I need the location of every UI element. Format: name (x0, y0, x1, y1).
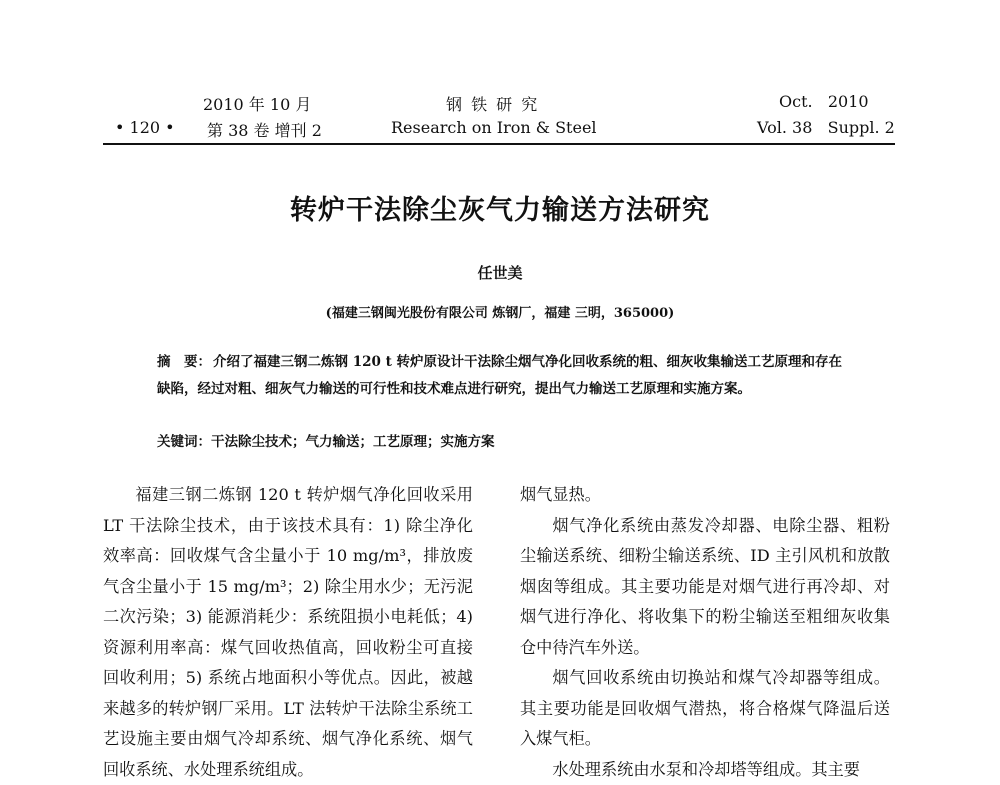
body-paragraph: 水处理系统由水泵和冷却塔等组成。其主要 (520, 755, 890, 785)
paper-title: 转炉干法除尘灰气力输送方法研究 (0, 188, 1000, 227)
header-journal-en: Research on Iron & Steel (391, 118, 597, 137)
abstract-label: 摘 要： (157, 354, 211, 370)
header-journal-cn: 钢 铁 研 究 (446, 92, 539, 115)
abstract-text: 介绍了福建三钢二炼钢 120 t 转炉原设计干法除尘烟气净化回收系统的粗、细灰收集输送工艺原理和存在缺陷，经过对粗、细灰气力输送的可行性和技术难点进行研究，提出气力输送工艺原理和实施方案。 (157, 354, 842, 397)
author-affiliation: (福建三钢闽光股份有限公司 炼钢厂，福建 三明，365000) (0, 302, 1000, 321)
body-paragraph: 烟气回收系统由切换站和煤气冷却器等组成。其主要功能是回收烟气潜热，将合格煤气降温后送入煤气柜。 (520, 663, 890, 755)
keywords (157, 430, 495, 450)
keywords-label: 关键词： (157, 434, 211, 450)
body-paragraph: 福建三钢二炼钢 120 t 转炉烟气净化回收采用 LT 干法除尘技术，由于该技术具有：1) 除尘净化效率高：回收煤气含尘量小于 10 mg/m³，排放废气含尘量小于 15 mg/m³；2) 除尘用水少；无污泥二次污染；3) 能源消耗少：系统阻损小电耗低；4) 资源利用率高：煤气回收热值高，回收粉尘可直接回收利用；5) 系统占地面积小等优点。因此，被越来越多的转炉钢厂采用。LT 法转炉干法除尘系统工艺设施主要由烟气冷却系统、烟气净化系统、烟气回收系统、水处理系统组成。 (103, 480, 473, 785)
header-volume-cn: 第 38 卷 增刊 2 (207, 118, 322, 141)
author-name: 任世美 (0, 262, 1000, 283)
body-column-left (103, 480, 473, 785)
body-paragraph: 烟气净化系统由蒸发冷却器、电除尘器、粗粉尘输送系统、细粉尘输送系统、ID 主引风机和放散烟囱等组成。其主要功能是对烟气进行再冷却、对烟气进行净化、将收集下的粉尘输送至粗细灰收集仓中待汽车外送。 (520, 511, 890, 664)
header-date-cn: 2010 年 10 月 (203, 92, 311, 115)
keywords-text: 干法除尘技术；气力输送；工艺原理；实施方案 (211, 434, 495, 450)
header-rule (103, 143, 895, 145)
header-page-number: • 120 • (115, 118, 175, 137)
header-date-en: Oct. 2010 (779, 92, 869, 111)
body-column-right (520, 480, 890, 785)
header-volume-en: Vol. 38 Suppl. 2 (757, 118, 895, 137)
abstract (157, 349, 843, 403)
body-paragraph: 烟气显热。 (520, 480, 890, 511)
